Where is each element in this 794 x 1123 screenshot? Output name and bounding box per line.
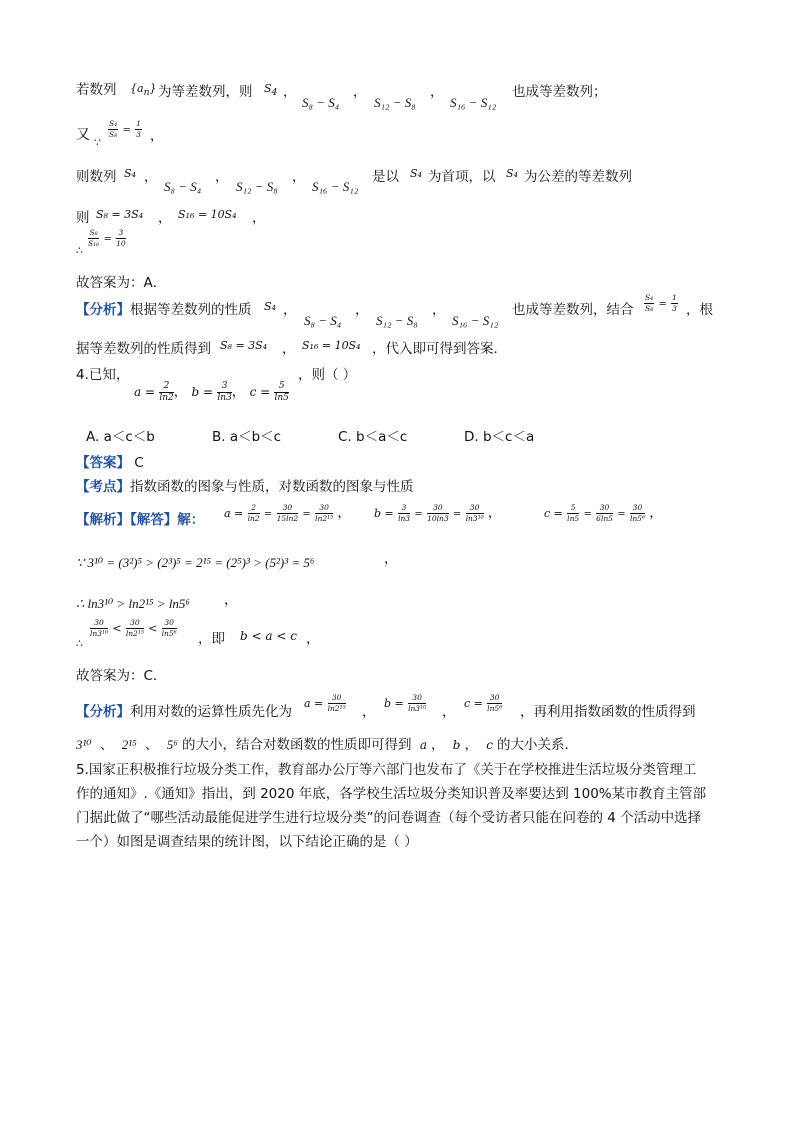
sequence-property-line: 若数列 bbox=[76, 82, 117, 98]
option-d: D. b＜c＜a bbox=[464, 429, 535, 445]
text-is-arithmetic: 为等差数列，则 bbox=[158, 84, 253, 100]
order-result: b < a < c bbox=[240, 629, 297, 643]
term-s4: $S_4$ bbox=[264, 82, 278, 99]
question-4-stem: 4.已知， bbox=[76, 367, 130, 383]
jiexi-b: b = $\frac{3}{\ln 3}$ = $\frac{30}{10\ln 3}$ = $\frac{30}{\text{ln3¹⁰}}$ ， bbox=[374, 503, 502, 523]
segment-s16-s12: S₁₆ − S₁₂ bbox=[450, 95, 497, 110]
power-comparison: ∵ 3¹⁰ = (3²)⁵ > (2³)⁵ = 2¹⁵ = (2⁵)³ > (5²)³ = 5⁶ bbox=[76, 555, 315, 570]
equation-s8: S₈ = 3S₄ bbox=[96, 208, 144, 221]
therefore-symbol: ∴ bbox=[76, 244, 83, 257]
ratio-s4-s8: $\frac{\text{S₄}}{\text{S₈}}$ = $\frac{1}{3}$ bbox=[109, 119, 141, 139]
kaodian-line: 【考点】指数函数的图象与性质，对数函数的图象与性质 bbox=[76, 479, 414, 495]
jiexi-c: c = $\frac{5}{\ln 5}$ = $\frac{30}{6\ln 5}$ = $\frac{30}{\text{ln5⁶}}$ ， bbox=[544, 503, 663, 523]
answer-line: 【答案】 C bbox=[76, 455, 144, 471]
option-a: A. a＜c＜b bbox=[86, 429, 155, 445]
document-page: 若数列 $\{a_n\}$ 为等差数列，则 $S_4$ ， S₈ − S₄ ， S₁₂ − S₈ ， S₁₆ − S₁₂ 也成等差数列； 又 ∵ $\frac{\text{S₄}}{\text{S₈}}$ = $\frac{1}{3}$ ， 则数列 S₄ ， S₈ − S₄ ， S₁₂ − S₈ ， S₁₆ − S₁₂ 是以 S₄ 为首项，以 S₄ 为公差的等差数列 则 S₈ = 3S₄ ， S₁₆ = 10S₄ ， ∴ $\frac{\text{S₈}}{\text{S₁₆}}$ = $\frac{3}{10}$ 故答案为：A． 【分析】根据等差数列的性质 S₄ ， S₈ − S₄ ， S₁₂ − S₈ ， S₁₆ − S₁₂ 也成等差数列，结合 $\frac{\text{S₄}}{\text{S₈}}$ = $\frac{1}{3}$ ，根 据等差数列的性质得到 S₈ = 3S₄ ， S₁₆ = 10S₄ ，代入即可得到答案． 4.已知， ，则（ ） a = $\frac{2}{\ln 2}$ ， b = $\frac{3}{\ln 3}$ ， c = $\frac{5}{\ln 5}$ A. a＜c＜b B. a＜b＜c C. b＜a＜c D. b＜c＜a 【答案】 C 【考点】指数函数的图象与性质，对数函数的图象与性质 【解析】【解答】解： a = $\frac{2}{\ln 2}$ = $\frac{30}{15\ln 2}$ = $\frac{30}{\text{ln2¹⁵}}$ ， b = $\frac{3}{\ln 3}$ = $\frac{30}{10\ln 3}$ = $\frac{30}{\text{ln3¹⁰}}$ ， c = $\frac{5}{\ln 5}$ = $\frac{30}{6\ln 5}$ = $\frac{30}{\text{ln5⁶}}$ ， ∵ 3¹⁰ = (3²)⁵ > (2³)⁵ = 2¹⁵ = (2⁵)³ > (5²)³ = 5⁶ ， ∴ ln3¹⁰ > ln2¹⁵ > ln5⁶ ， ∴ $\frac{30}{\text{ln3¹⁰}}$ < $\frac{30}{\text{ln2¹⁵}}$ < $\frac{30}{\text{ln5⁶}}$ ，即 b < a < c ， 故答案为：C． 【分析】利用对数的运算性质先化为 a = $\frac{30}{\text{ln2¹⁵}}$ ， b = $\frac{30}{\text{ln3¹⁰}}$ ， c = $\frac{30}{\text{ln5⁶}}$ ，再利用指数函数的性质得到 3¹⁰ 、 2¹⁵ 、 5⁶ 的大小，结合对数函数的性质即可得到 a ， b ， c 的大小关系． 5.国家正积极推行垃圾分类工作，教育部办公厅等六部门也发布了《关于在学校推进生活垃圾分类管理工 作的通知》.《通知》指出，到 2020 年底，各学校生活垃圾分类知识普及率要达到 100%某市教育主管部 门据此做了“哪些活动最能促进学生进行垃圾分类”的问卷调查（每个受访者只能在问卷的 4 个活动中选择 一个）如图是调查结果的统计图，以下结论正确的是（ ） bbox=[76, 82, 713, 850]
segment-s8-s4: S₈ − S₄ bbox=[302, 95, 340, 110]
option-b: B. a＜b＜c bbox=[212, 429, 282, 445]
ratio-s8-s16: $\frac{\text{S₈}}{\text{S₁₆}}$ = $\frac{3}{10}$ bbox=[88, 228, 126, 248]
sequence-an: $\{a_n\}$ bbox=[130, 82, 157, 99]
jiexi-a: a = $\frac{2}{\ln 2}$ = $\frac{30}{15\ln 2}$ = $\frac{30}{\text{ln2¹⁵}}$ ， bbox=[224, 503, 351, 523]
analysis-1: 【分析】根据等差数列的性质 bbox=[76, 302, 252, 318]
fraction-comparison: $\frac{30}{\text{ln3¹⁰}}$ < $\frac{30}{\text{ln2¹⁵}}$ < $\frac{30}{\text{ln5⁶}}$ bbox=[90, 618, 177, 638]
jiexi-line: 【解析】【解答】解： bbox=[76, 512, 205, 528]
segment-s12-s8: S₁₂ − S₈ bbox=[374, 95, 416, 110]
because-symbol: ∵ bbox=[94, 136, 101, 149]
equation-s16: S₁₆ = 10S₄ bbox=[178, 208, 237, 221]
answer-a-line: 故答案为：A． bbox=[76, 275, 167, 291]
analysis-2: 【分析】利用对数的运算性质先化为 bbox=[76, 704, 292, 720]
answer-c-line: 故答案为：C． bbox=[76, 668, 167, 684]
analysis-2-cont: 3¹⁰ 、 2¹⁵ 、 5⁶ 的大小，结合对数函数的性质即可得到 a ， b ， c 的大小关系． bbox=[76, 737, 579, 753]
option-c: C. b＜a＜c bbox=[338, 429, 408, 445]
question-4-definitions: a = $\frac{2}{\ln 2}$ ， b = $\frac{3}{\ln 3}$ ， c = $\frac{5}{\ln 5}$ bbox=[134, 380, 289, 403]
log-comparison: ∴ ln3¹⁰ > ln2¹⁵ > ln5⁶ bbox=[76, 596, 190, 611]
